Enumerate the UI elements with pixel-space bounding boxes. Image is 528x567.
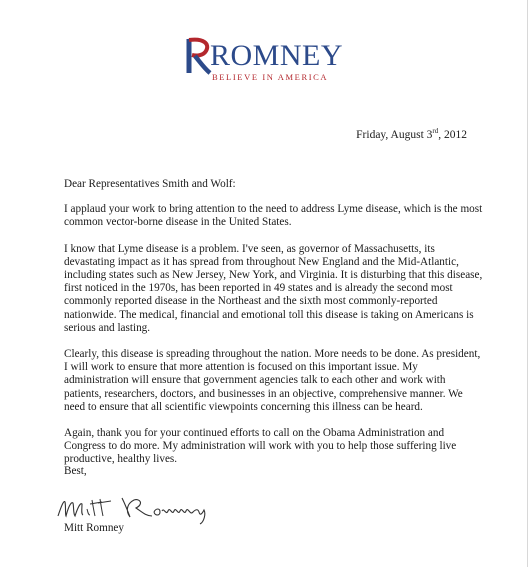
letter-date <box>356 127 467 141</box>
paragraph-2: I know that Lyme disease is a problem. I've seen, as governor of Massachusetts, its devastating impact as it has spread from throughout New England and the Mid-Atlantic, including states such as New Jersey, New York, and Virginia. It is disturbing that this disease, first noticed in the 1970s, has been reported in 49 states and is already the second most commonly reported disease in the Northeast and the sixth most commonly-reported nationwide. The medical, financial and emotional toll this disease is taking on Americans is serious and lasting. <box>64 242 483 334</box>
date-ordinal: rd <box>432 127 439 135</box>
logo-wordmark: ROMNEY <box>210 39 344 72</box>
logo-tagline: BELIEVE IN AMERICA <box>212 72 329 82</box>
r-logo-mark-icon <box>186 36 212 76</box>
letter-body <box>64 178 484 480</box>
paragraph-1: I applaud your work to bring attention to the need to address Lyme disease, which is the most common vector-borne disease in the United States. <box>64 203 483 229</box>
paragraph-4: Again, thank you for your continued efforts to call on the Obama Administration and Congress to do more. My administration will work with you to help those suffering live productive, healthy lives. <box>64 427 457 466</box>
date-prefix: Friday, August 3 <box>356 128 433 141</box>
romney-logo <box>186 34 346 86</box>
paragraph-3: Clearly, this disease is spreading throughout the nation. More needs to be done. As president, I will work to ensure that more attention is focused on this important issue. My administration will ensure that government agencies talk to each other and work with patients, researchers, doctors, and businesses in an objective, comprehensive manner. We need to ensure that all scientific viewpoints concerning this illness can be heard. <box>64 348 481 413</box>
salutation: Dear Representatives Smith and Wolf: <box>64 178 236 190</box>
handwritten-signature <box>56 492 226 526</box>
closing: Best, <box>64 465 87 477</box>
signer-name: Mitt Romney <box>64 522 124 534</box>
date-suffix: , 2012 <box>438 128 467 141</box>
